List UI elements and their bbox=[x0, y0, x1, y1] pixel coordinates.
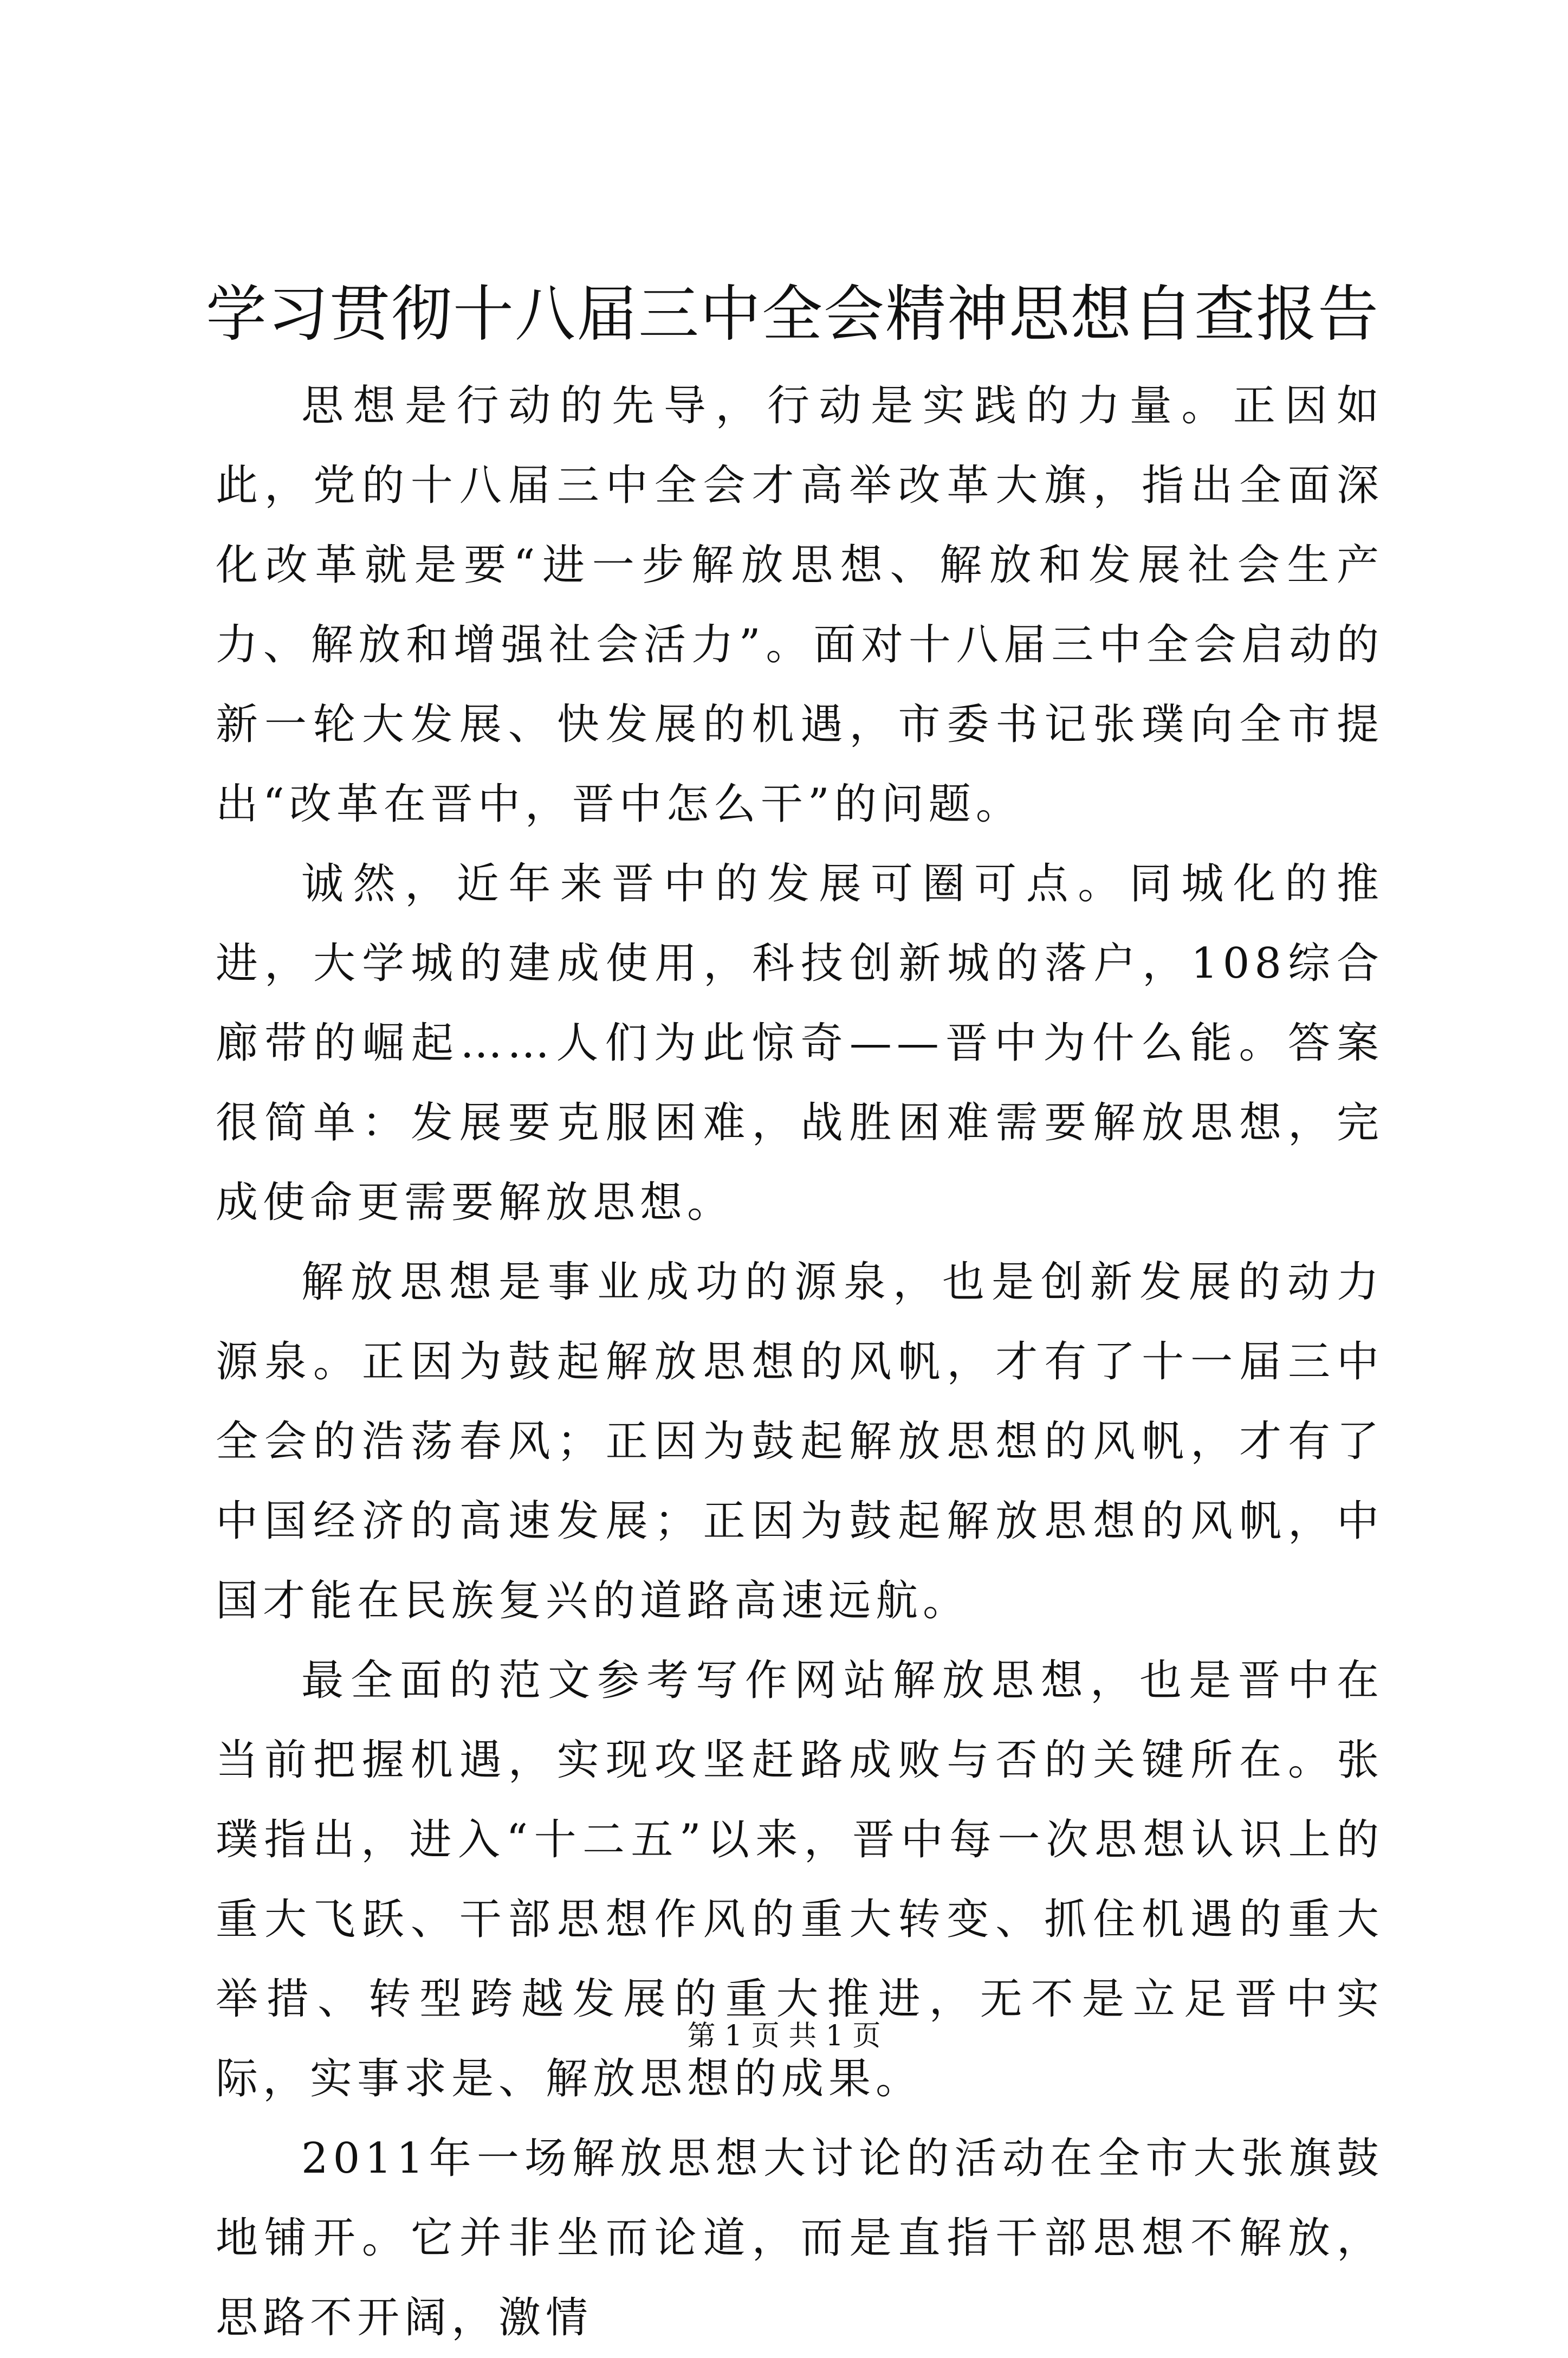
paragraph-1: 思想是行动的先导，行动是实践的力量。正因如此，党的十八届三中全会才高举改革大旗，指出全面深化改革就是要“进一步解放思想、解放和发展社会生产力、解放和增强社会活力”。面对十八届三中全会启动的新一轮大发展、快发展的机遇，市委书记张璞向全市提出“改革在晋中，晋中怎么干”的问题。 bbox=[216, 382, 1384, 829]
paragraph-3: 解放思想是事业成功的源泉，也是创新发展的动力源泉。正因为鼓起解放思想的风帆，才有了十一届三中全会的浩荡春风；正因为鼓起解放思想的风帆，才有了中国经济的高速发展；正因为鼓起解放思想的风帆，中国才能在民族复兴的道路高速远航。 bbox=[216, 1258, 1384, 1625]
paragraph-2: 诚然，近年来晋中的发展可圈可点。同城化的推进，大学城的建成使用，科技创新城的落户，108综合廊带的崛起……人们为此惊奇——晋中为什么能。答案很简单：发展要克服困难，战胜困难需要解放思想，完成使命更需要解放思想。 bbox=[216, 860, 1384, 1227]
document-body bbox=[216, 366, 1384, 2358]
page-footer: 第 1 页 共 1 页 bbox=[687, 2020, 881, 2052]
paragraph-5: 2011年一场解放思想大讨论的活动在全市大张旗鼓地铺开。它并非坐而论道，而是直指干部思想不解放，思路不开阔，激情 bbox=[216, 2134, 1384, 2342]
document-title: 学习贯彻十八届三中全会精神思想自查报告 bbox=[206, 279, 1379, 350]
paragraph-4: 最全面的范文参考写作网站解放思想，也是晋中在当前把握机遇，实现攻坚赶路成败与否的关键所在。张璞指出，进入“十二五”以来，晋中每一次思想认识上的重大飞跃、干部思想作风的重大转变、抓住机遇的重大举措、转型跨越发展的重大推进，无不是立足晋中实际，实事求是、解放思想的成果。 bbox=[216, 1656, 1384, 2103]
